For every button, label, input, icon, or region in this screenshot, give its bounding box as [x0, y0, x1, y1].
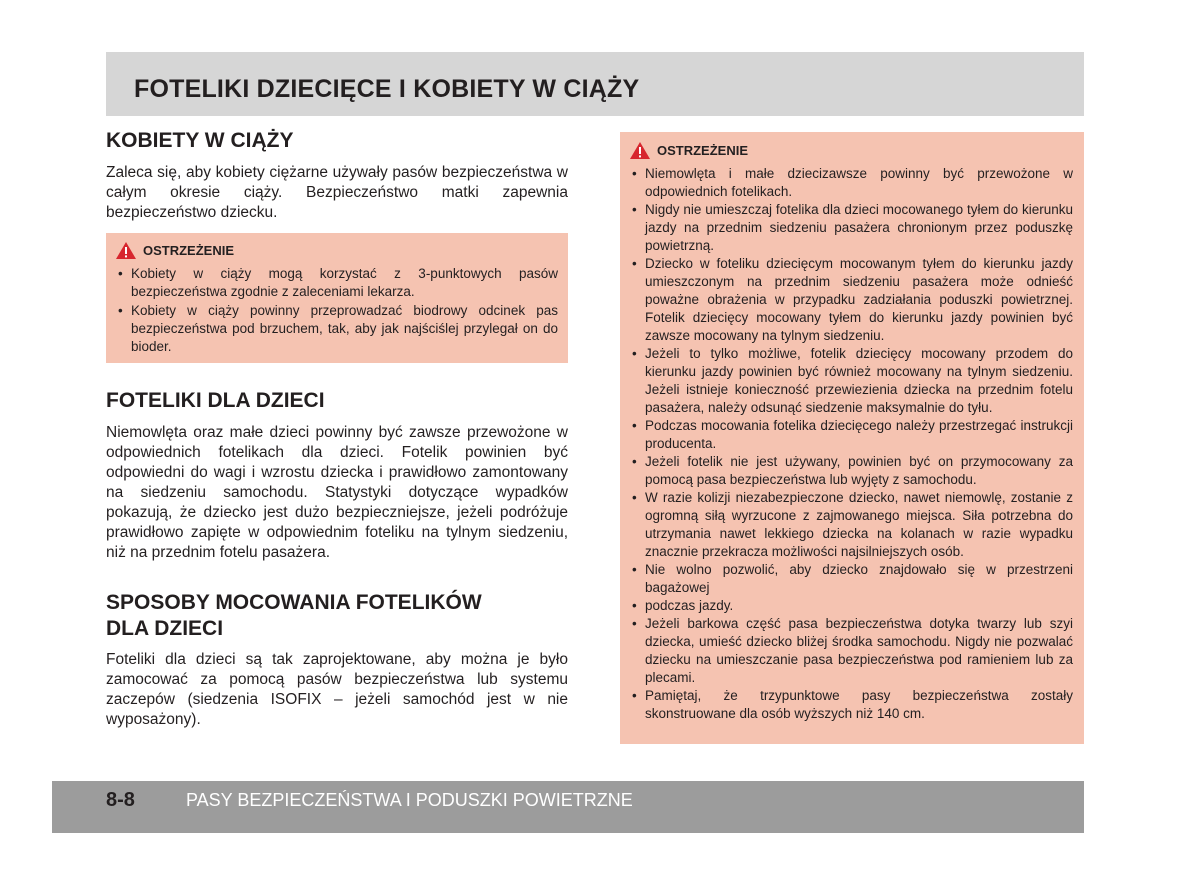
section-mounting-methods [106, 590, 568, 730]
warning-box-child-seats [620, 132, 1084, 744]
warning-list [116, 265, 558, 356]
section-text-child-seats: Niemowlęta oraz małe dzieci powinny być zawsze przewożone w odpowiednich fotelikach dla dzieci. Fotelik powinien być odpowiedni do wagi i wzrostu dziecka i prawidłowo zamontowany na siedzeniu samochodu. Statystyki dotyczące wypadków pokazują, że dziecko jest dużo bezpieczniejsze, jeżeli podróżuje prawidłowo zapięte w odpowiednim foteliku na tylnym siedzeniu, niż na przednim fotelu pasażera. [106, 424, 568, 561]
warning-title [116, 242, 558, 259]
section-heading-mounting-line1: SPOSOBY MOCOWANIA FOTELIKÓW [106, 591, 482, 614]
list-item: • Dziecko w foteliku dziecięcym mocowanym tyłem do kierunku jazdy umieszczonym na przednim siedzeniu pasażera może odnieść poważne obrażenia w przypadku zadziałania poduszki powietrznej. Fotelik dziecięcy mocowany tyłem do kierunku jazdy powinien być zawsze mocowany na tylnym siedzeniu. [630, 255, 1073, 345]
chapter-title: PASY BEZPIECZEŃSTWA I PODUSZKI POWIETRZNE [186, 790, 633, 810]
list-item: • Podczas mocowania fotelika dziecięcego należy przestrzegać instrukcji producenta. [630, 417, 1073, 453]
left-column [106, 128, 568, 223]
section-child-seats [106, 388, 568, 563]
list-item: • Jeżeli barkowa część pasa bezpieczeństwa dotyka twarzy lub szyi dziecka, umieść dziecko bliżej środka samochodu. Nigdy nie pozwalać dziecku na umieszczanie pasa bezpieczeństwa pod ramieniem lub za plecami. [630, 615, 1073, 687]
section-text-pregnant-women: Zaleca się, aby kobiety ciężarne używały pasów bezpieczeństwa w całym okresie ciąży. Bezpieczeństwo matki zapewnia bezpieczeństwo dziecku. [106, 164, 568, 221]
section-heading-child-seats: FOTELIKI DLA DZIECI [106, 389, 325, 412]
section-heading-mounting-line2: DLA DZIECI [106, 617, 224, 640]
list-item: • Niemowlęta i małe dziecizawsze powinny być przewożone w odpowiednich fotelikach. [630, 165, 1073, 201]
page-title: FOTELIKI DZIECIĘCE I KOBIETY W CIĄŻY [134, 75, 640, 103]
warning-list [630, 165, 1073, 723]
list-item: • Nigdy nie umieszczaj fotelika dla dzieci mocowanego tyłem do kierunku jazdy na przednim siedzeniu pasażera chronionym przez poduszkę powietrzną. [630, 201, 1073, 255]
list-item: • Nie wolno pozwolić, aby dziecko znajdowało się w przestrzeni bagażowej [630, 561, 1073, 597]
list-item: • Kobiety w ciąży powinny przeprowadzać biodrowy odcinek pas bezpieczeństwa pod brzuchem, tak, aby jak najściślej przylegał on do bioder. [116, 302, 558, 356]
page-number: 8-8 [106, 789, 135, 811]
list-item: • Pamiętaj, że trzypunktowe pasy bezpieczeństwa zostały skonstruowane dla osób wyższych niż 140 cm. [630, 687, 1073, 723]
section-heading-pregnant-women: KOBIETY W CIĄŻY [106, 129, 294, 152]
warning-box-pregnancy [106, 233, 568, 363]
warning-triangle-icon [116, 242, 136, 259]
section-text-mounting: Foteliki dla dzieci są tak zaprojektowane, aby można je było zamocować za pomocą pasów bezpieczeństwa lub systemu zaczepów (siedzenia ISOFIX – jeżeli samochód jest w nie wyposażony). [106, 651, 568, 728]
warning-title [630, 142, 1073, 159]
list-item: • podczas jazdy. [630, 597, 1073, 615]
warning-triangle-icon [630, 142, 650, 159]
warning-title-text: OSTRZEŻENIE [657, 142, 749, 158]
page-footer [52, 781, 1084, 833]
list-item: • Jeżeli fotelik nie jest używany, powinien być on przymocowany za pomocą pasa bezpieczeństwa lub wyjęty z samochodu. [630, 453, 1073, 489]
list-item: • Kobiety w ciąży mogą korzystać z 3-punktowych pasów bezpieczeństwa zgodnie z zaleceniami lekarza. [116, 265, 558, 301]
list-item: • Jeżeli to tylko możliwe, fotelik dziecięcy mocowany przodem do kierunku jazdy powinien być również mocowany na tylnym siedzeniu. Jeżeli istnieje konieczność przewiezienia dziecka na przednim fotelu pasażera, należy odsunąć siedzenie maksymalnie do tyłu. [630, 345, 1073, 417]
page-header [106, 52, 1084, 116]
warning-title-text: OSTRZEŻENIE [143, 242, 235, 258]
list-item: • W razie kolizji niezabezpieczone dziecko, nawet niemowlę, zostanie z ogromną siłą wyrzucone z zajmowanego miejsca. Siła potrzebna do utrzymania nawet lekkiego dziecka na kolanach w razie wypadku znacznie przekracza możliwości najsilniejszych osób. [630, 489, 1073, 561]
